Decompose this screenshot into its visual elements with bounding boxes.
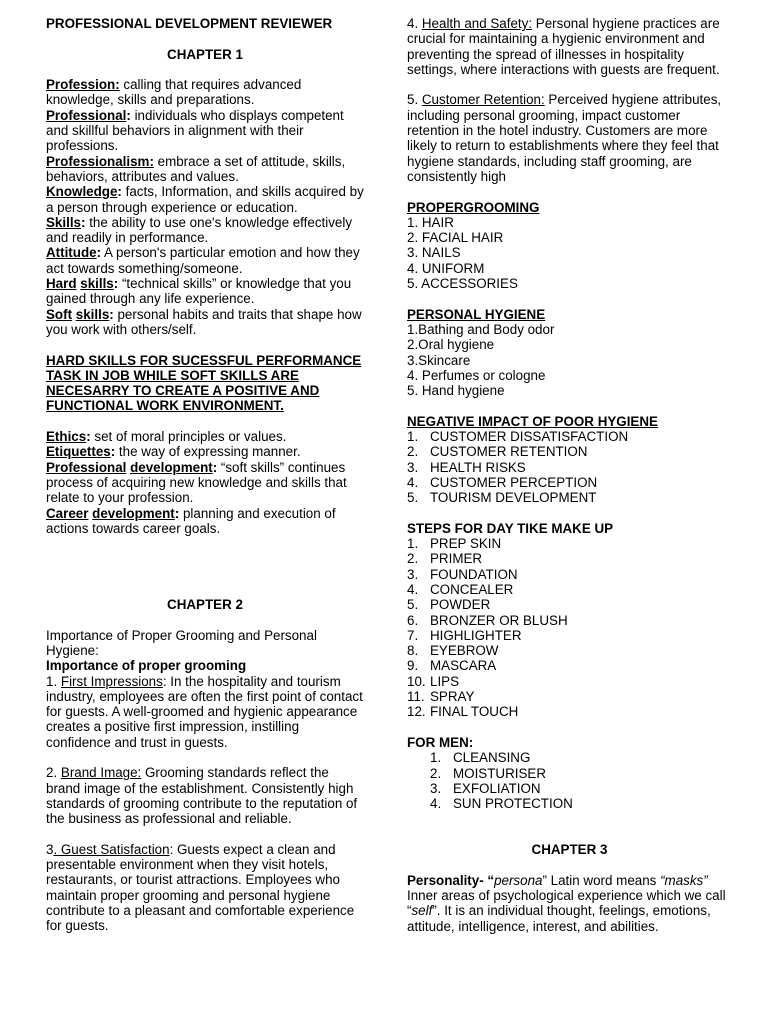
list-item: 2. MOISTURISER <box>430 765 546 781</box>
grooming-importance-item: 4. Health and Safety: Personal hygiene practices are crucial for maintaining a hygienic environment and preventing the spread of illnesses in hospitality settings, where interactions with guests are frequent. <box>407 16 720 77</box>
list-item: 2.Oral hygiene <box>407 337 495 353</box>
list-item: 1. CUSTOMER DISSATISFACTION <box>407 429 629 445</box>
list-item: 5. Hand hygiene <box>407 383 505 399</box>
hard-soft-skills-heading: HARD SKILLS FOR SUCESSFUL PERFORMANCE TASK IN JOB WHILE SOFT SKILLS ARE NECESARRY TO CREATE A POSITIVE AND FUNCTIONAL WORK ENVIRONMENT. <box>46 352 362 414</box>
grooming-importance-item: 2. Brand Image: Grooming standards reflect the brand image of the establishment. Consistently high standards of grooming contribute to the reputation of the business as professional and reliable. <box>46 765 358 827</box>
definition-professionalism: Professionalism: embrace a set of attitude, skills, behaviors, attributes and values. <box>46 153 346 184</box>
list-item: 5. ACCESSORIES <box>407 276 518 292</box>
list-item: 4. CUSTOMER PERCEPTION <box>407 474 598 490</box>
list-item: 4. SUN PROTECTION <box>430 796 573 812</box>
definition-etiquettes: Etiquettes: the way of expressing manner. <box>46 444 301 460</box>
list-item: 12. FINAL TOUCH <box>407 704 519 720</box>
grooming-importance-item: 3. Guest Satisfaction: Guests expect a clean and presentable environment when they visit hotels, restaurants, or tourist attractions. Employees who maintain proper grooming and personal hygiene contribute to a pleasant and comfortable experience for guests. <box>46 841 355 934</box>
list-item: 2. FACIAL HAIR <box>407 230 504 246</box>
left-column <box>46 16 364 934</box>
list-item: 10. LIPS <box>407 673 460 689</box>
list-item: 1. HAIR <box>407 214 454 230</box>
list-item: 7. HIGHLIGHTER <box>407 627 522 643</box>
definition-profession: Profession: calling that requires advanced knowledge, skills and preparations. <box>46 77 302 108</box>
proper-grooming-heading: PROPERGROOMING <box>407 199 540 215</box>
for-men-heading: FOR MEN: <box>407 734 474 750</box>
list-item: 4. CONCEALER <box>407 581 514 597</box>
grooming-importance-item: 1. First Impressions: In the hospitality and tourism industry, employees are often the first point of contact for guests. A well-groomed and hygienic appearance creates a positive first impression, instilling confidence and trust in guests. <box>46 673 363 750</box>
list-item: 3. EXFOLIATION <box>430 780 541 796</box>
definition-skills: Skills: the ability to use one's knowledge effectively and readily in performance. <box>46 214 353 246</box>
definition-attitude: Attitude: A person's particular emotion and how they act towards something/someone. <box>46 245 360 276</box>
definition-knowledge: Knowledge: facts, Information, and skills acquired by a person through experience or education. <box>46 184 364 215</box>
chapter-3-heading: CHAPTER 3 <box>531 842 608 858</box>
document-title: PROFESSIONAL DEVELOPMENT REVIEWER <box>46 16 333 31</box>
for-men-list <box>407 750 732 811</box>
chapter-2-heading: CHAPTER 2 <box>167 597 243 613</box>
personal-hygiene-heading: PERSONAL HYGIENE <box>407 306 546 322</box>
list-item: 2. PRIMER <box>407 551 483 567</box>
list-item: 4. UNIFORM <box>407 260 485 276</box>
list-item: 1. CLEANSING <box>430 750 531 766</box>
list-item: 5. POWDER <box>407 597 491 613</box>
definition-hard-skills: Hard skills: “technical skills” or knowledge that you gained through any life experience. <box>46 276 352 307</box>
list-item: 1.Bathing and Body odor <box>407 321 555 337</box>
list-item: 4. Perfumes or cologne <box>407 367 546 383</box>
chapter-2-intro: Importance of Proper Grooming and Personal Hygiene: <box>46 627 317 658</box>
definition-personality: Personality- “persona” Latin word means “masks” Inner areas of psychological experience which we call “self”. It is an individual thought, feelings, emotions, attitude, intelligence, interest, and abilities. <box>407 872 726 934</box>
list-item: 2. CUSTOMER RETENTION <box>407 444 588 460</box>
list-item: 8. EYEBROW <box>407 643 499 659</box>
list-item: 3. FOUNDATION <box>407 566 518 582</box>
chapter-1-heading: CHAPTER 1 <box>167 46 243 62</box>
list-item: 1. PREP SKIN <box>407 536 502 552</box>
definition-professional: Professional: individuals who displays competent and skillful behaviors in alignment with their professions. <box>46 107 344 154</box>
list-item: 6. BRONZER OR BLUSH <box>407 612 568 628</box>
list-item: 9. MASCARA <box>407 658 497 674</box>
makeup-steps-list <box>407 536 732 720</box>
definition-soft-skills: Soft skills: personal habits and traits that shape how you work with others/self. <box>46 306 362 337</box>
list-item: 3. HEALTH RISKS <box>407 459 526 475</box>
definition-professional-development: Professional development: “soft skills” continues process of acquiring new knowledge and skills that relate to your profession. <box>46 459 347 506</box>
negative-impact-heading: NEGATIVE IMPACT OF POOR HYGIENE <box>407 413 658 429</box>
negative-impact-list <box>407 429 732 505</box>
list-item: 3. NAILS <box>407 245 461 261</box>
chapter-2-subheading: Importance of proper grooming <box>46 658 247 674</box>
grooming-importance-item: 5. Customer Retention: Perceived hygiene attributes, including personal grooming, impact customer retention in the hotel industry. Customers are more likely to return to establishments where they feel that hygiene standards, including staff grooming, are consistently high <box>407 92 722 184</box>
list-item: 3.Skincare <box>407 352 471 368</box>
definition-career-development: Career development: planning and execution of actions towards career goals. <box>46 505 336 536</box>
definition-ethics: Ethics: set of moral principles or values. <box>46 429 287 445</box>
right-column <box>407 16 732 934</box>
makeup-steps-heading: STEPS FOR DAY TIKE MAKE UP <box>407 520 614 536</box>
list-item: 5. TOURISM DEVELOPMENT <box>407 490 597 506</box>
list-item: 11. SPRAY <box>407 689 475 705</box>
